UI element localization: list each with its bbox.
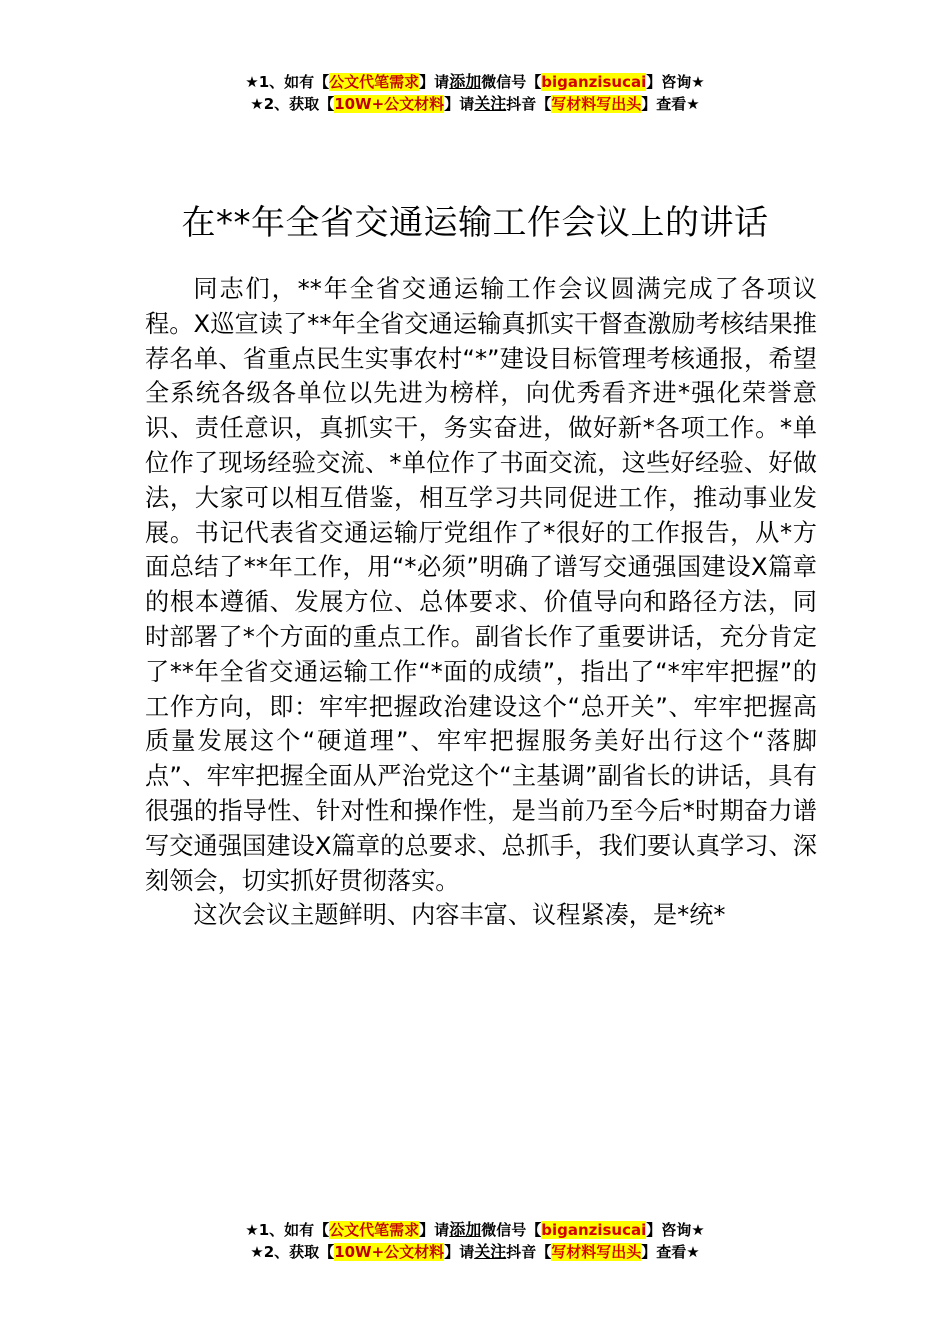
banner-text: 】查看★ <box>641 1243 700 1261</box>
banner-line-2 <box>0 1241 950 1263</box>
header-banner <box>0 71 950 115</box>
banner-line-1 <box>0 71 950 93</box>
highlight-materials: 10W+公文材料 <box>334 95 445 113</box>
banner-text: 】咨询★ <box>646 73 705 91</box>
banner-text: 微信号【 <box>481 1221 542 1239</box>
banner-text: 】请 <box>444 1243 475 1261</box>
highlight-service: 公文代笔需求 <box>329 73 420 91</box>
highlight-douyin-id: 写材料写出头 <box>551 1243 642 1261</box>
banner-text: 】请 <box>419 73 450 91</box>
banner-text: 】查看★ <box>641 95 700 113</box>
banner-text: ★1、如有【 <box>245 73 330 91</box>
banner-text: ★2、获取【 <box>250 1243 335 1261</box>
highlight-wechat-id: biganzisucai <box>541 73 647 91</box>
highlight-service: 公文代笔需求 <box>329 1221 420 1239</box>
banner-line-2 <box>0 93 950 115</box>
banner-text: 抖音【 <box>506 1243 552 1261</box>
banner-text: 】咨询★ <box>646 1221 705 1239</box>
document-body <box>145 272 817 933</box>
banner-line-1 <box>0 1219 950 1241</box>
banner-text: 】请 <box>444 95 475 113</box>
underlined-action: 添加 <box>449 1220 482 1239</box>
document-title: 在**年全省交通运输工作会议上的讲话 <box>181 202 769 243</box>
underlined-action: 添加 <box>449 72 482 91</box>
underlined-action: 关注 <box>474 94 507 113</box>
footer-banner <box>0 1219 950 1263</box>
highlight-wechat-id: biganzisucai <box>541 1221 647 1239</box>
body-paragraph: 同志们，**年全省交通运输工作会议圆满完成了各项议程。X巡宣读了**年全省交通运输真抓实干督查激励考核结果推荐名单、省重点民生实事农村“*”建设目标管理考核通报，希望全系统各级各单位以先进为榜样，向优秀看齐进*强化荣誉意识、责任意识，真抓实干，务实奋进，做好新*各项工作。*单位作了现场经验交流、*单位作了书面交流，这些好经验、好做法，大家可以相互借鉴，相互学习共同促进工作，推动事业发展。书记代表省交通运输厅党组作了*很好的工作报告，从*方面总结了**年工作，用“*必须”明确了谱写交通强国建设X篇章的根本遵循、发展方位、总体要求、价值导向和路径方法，同时部署了*个方面的重点工作。副省长作了重要讲话，充分肯定了**年全省交通运输工作“*面的成绩”，指出了“*牢牢把握”的工作方向，即：牢牢把握政治建设这个“总开关”、牢牢把握高质量发展这个“硬道理”、牢牢把握服务美好出行这个“落脚点”、牢牢把握全面从严治党这个“主基调”副省长的讲话，具有很强的指导性、针对性和操作性，是当前乃至今后*时期奋力谱写交通强国建设X篇章的总要求、总抓手，我们要认真学习、深刻领会，切实抓好贯彻落实。 <box>145 275 817 895</box>
banner-text: ★2、获取【 <box>250 95 335 113</box>
underlined-action: 关注 <box>474 1242 507 1261</box>
banner-text: 微信号【 <box>481 73 542 91</box>
body-paragraph: 这次会议主题鲜明、内容丰富、议程紧凑，是*统* <box>193 901 726 930</box>
banner-text: 抖音【 <box>506 95 552 113</box>
banner-text: ★1、如有【 <box>245 1221 330 1239</box>
highlight-materials: 10W+公文材料 <box>334 1243 445 1261</box>
highlight-douyin-id: 写材料写出头 <box>551 95 642 113</box>
banner-text: 】请 <box>419 1221 450 1239</box>
